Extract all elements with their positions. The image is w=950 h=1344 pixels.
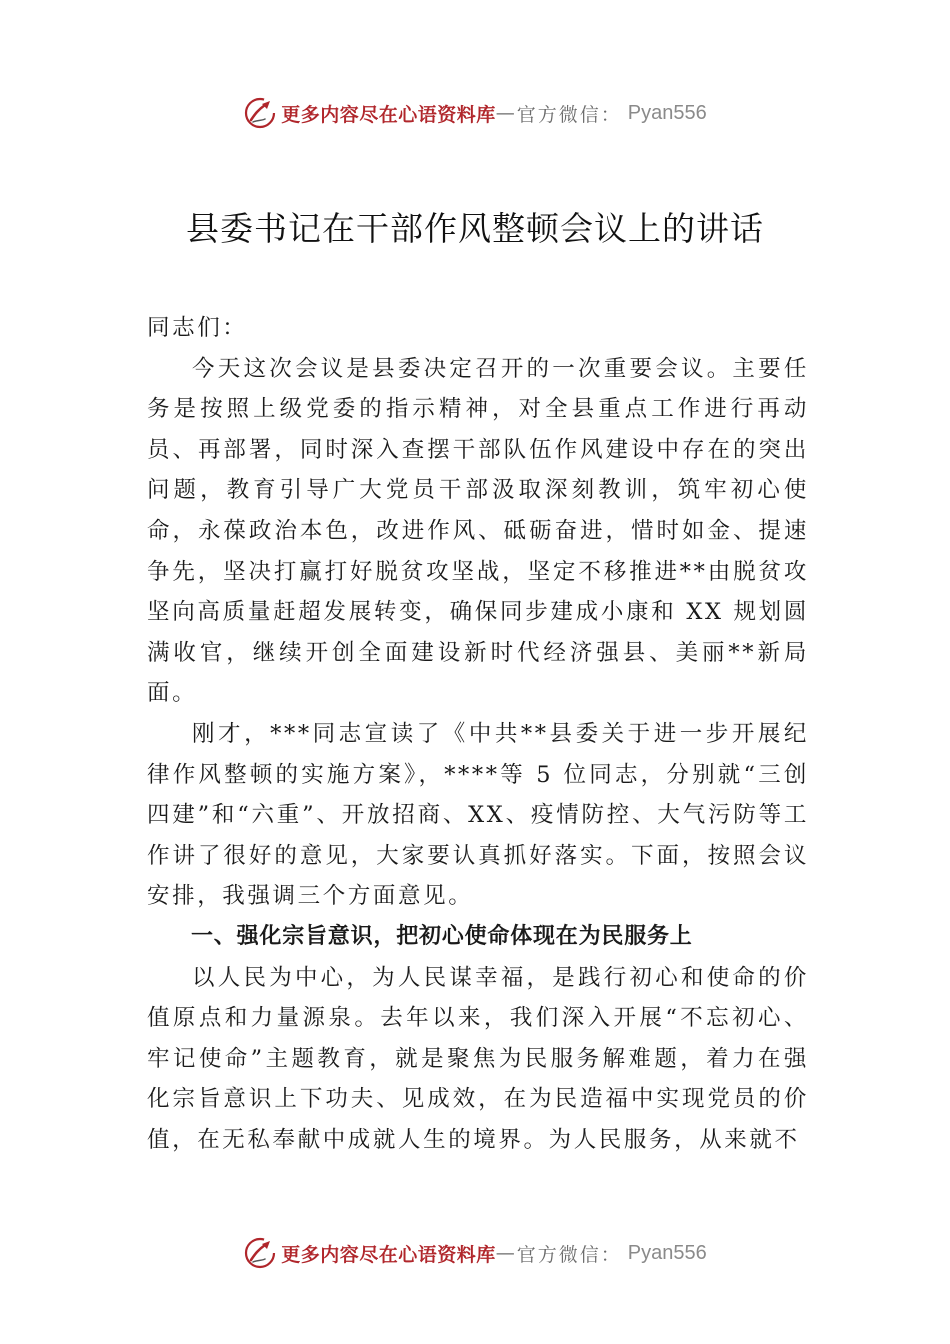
watermark-wechat-id: Pyan556: [627, 101, 707, 124]
section-heading: 一、强化宗旨意识，把初心使命体现在为民服务上: [191, 923, 693, 949]
watermark-banner-bottom: [0, 1233, 950, 1273]
pen-signature-logo-icon: [243, 1236, 277, 1270]
watermark-banner-top: [0, 93, 950, 133]
watermark-wechat-label: 官方微信：: [516, 103, 622, 126]
watermark-brand-text: 更多内容尽在心语资料库: [281, 1243, 496, 1266]
salutation: 同志们：: [147, 315, 248, 341]
pen-signature-logo-icon: [243, 96, 277, 130]
watermark-brand-text: 更多内容尽在心语资料库: [281, 103, 496, 126]
document-body: [147, 308, 809, 1160]
watermark-separator: —: [495, 102, 517, 124]
watermark-wechat-id: Pyan556: [627, 1241, 707, 1264]
paragraph: 以人民为中心，为人民谋幸福，是践行初心和使命的价值原点和力量源泉。去年以来，我们深入开展“不忘初心、牢记使命”主题教育，就是聚焦为民服务解难题，着力在强化宗旨意识上下功夫、见成效，在为民造福中实现党员的价值，在无私奉献中成就人生的境界。为人民服务，从来就不: [147, 964, 809, 1153]
watermark-separator: —: [495, 1242, 517, 1264]
watermark-wechat-label: 官方微信：: [516, 1243, 622, 1266]
paragraph: 今天这次会议是县委决定召开的一次重要会议。主要任务是按照上级党委的指示精神，对全县重点工作进行再动员、再部署，同时深入查摆干部队伍作风建设中存在的突出问题，教育引导广大党员干部汲取深刻教训，筑牢初心使命，永葆政治本色，改进作风、砥砺奋进，惜时如金、提速争先，坚决打赢打好脱贫攻坚战，坚定不移推进**由脱贫攻坚向高质量赶超发展转变，确保同步建成小康和 XX 规划圆满收官，继续开创全面建设新时代经济强县、美丽**新局面。: [147, 355, 809, 707]
document-title: 县委书记在干部作风整顿会议上的讲话: [186, 209, 764, 248]
paragraph: 刚才，***同志宣读了《中共**县委关于进一步开展纪律作风整顿的实施方案》，****等 5 位同志，分别就“三创四建”和“六重”、开放招商、XX、疫情防控、大气污防等工作讲了很好的意见，大家要认真抓好落实。下面，按照会议安排，我强调三个方面意见。: [147, 720, 809, 910]
